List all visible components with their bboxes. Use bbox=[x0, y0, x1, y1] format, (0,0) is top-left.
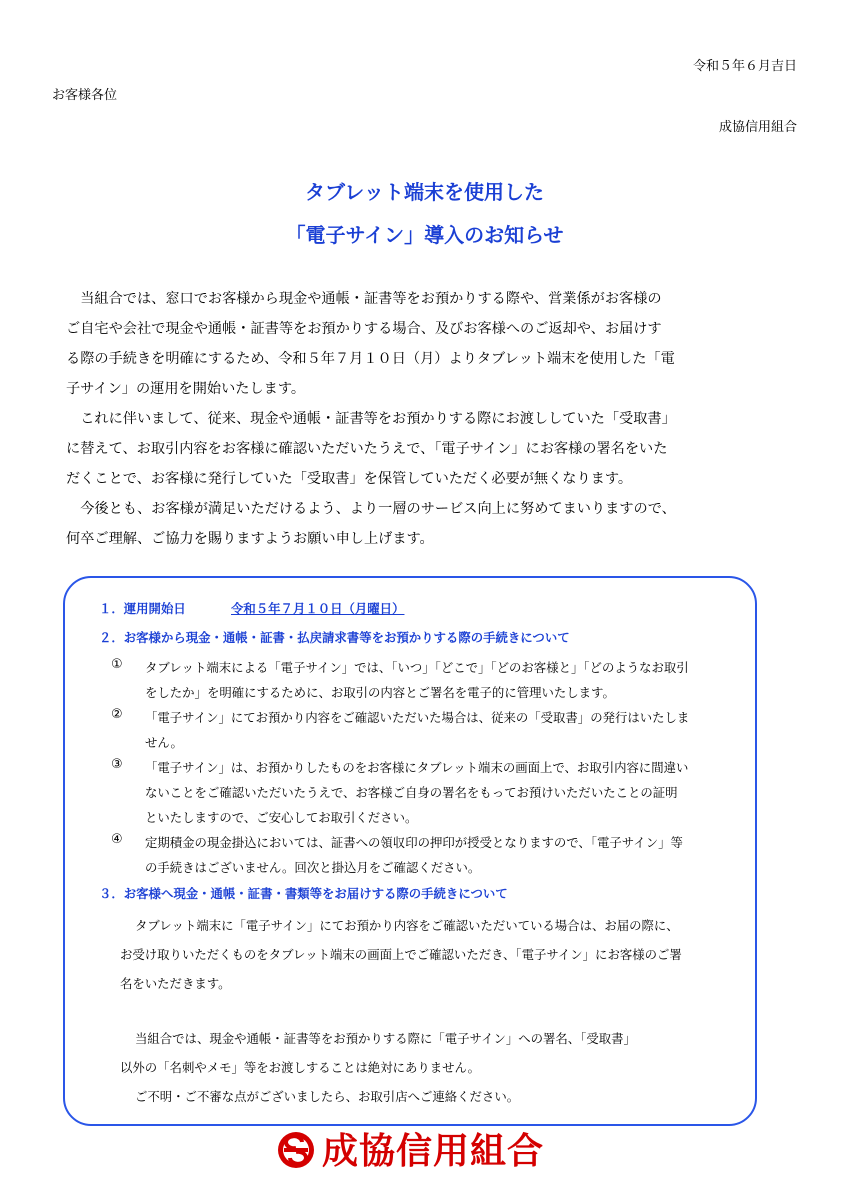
document-title-line2: 「電子サイン」導入のお知らせ bbox=[285, 223, 564, 247]
body-line: ご自宅や会社で現金や通帳・証書等をお預かりする場合、及びお客様へのご返却や、お届けす bbox=[66, 321, 662, 337]
sender-name: 成協信用組合 bbox=[718, 120, 797, 135]
item-line: 「電子サイン」にてお預かり内容をご確認いただいた場合は、従来の「受取書」の発行はいたしま bbox=[145, 710, 690, 725]
section3-line: 名をいただきます。 bbox=[120, 976, 231, 991]
item-line: といたしますので、ご安心してお取引ください。 bbox=[145, 810, 418, 825]
item-line: 定期積金の現金掛込においては、証書への領収印の押印が授受となりますので、「電子サイン」等 bbox=[145, 835, 683, 850]
item-line: の手続きはございません。回次と掛込月をご確認ください。 bbox=[145, 860, 481, 875]
body-line: だくことで、お客様に発行していた「受取書」を保管していただく必要が無くなります。 bbox=[66, 471, 633, 487]
notice-line: 当組合では、現金や通帳・証書等をお預かりする際に「電子サイン」への署名、「受取書」 bbox=[135, 1031, 636, 1046]
document-date: 令和５年６月吉日 bbox=[692, 59, 797, 74]
notice-line: ご不明・ご不審な点がございましたら、お取引店へご連絡ください。 bbox=[135, 1089, 520, 1104]
item-number: ④ bbox=[111, 832, 123, 847]
footer-logo-text: 成協信用組合 bbox=[322, 1131, 545, 1172]
item-number: ③ bbox=[111, 757, 123, 772]
body-line: 今後とも、お客様が満足いただけるよう、より一層のサービス向上に努めてまいりますので、 bbox=[80, 501, 676, 517]
section3-line: タブレット端末に「電子サイン」にてお預かり内容をご確認いただいている場合は、お届の際に、 bbox=[135, 918, 679, 933]
company-logo-icon bbox=[276, 1130, 316, 1174]
item-line: ないことをご確認いただいたうえで、お客様ご自身の署名をもってお預けいただいたことの証明 bbox=[145, 785, 678, 800]
section1-label: １．運用開始日 bbox=[99, 601, 186, 616]
body-line: 子サイン」の運用を開始いたします。 bbox=[66, 381, 306, 397]
item-line: 「電子サイン」は、お預かりしたものをお客様にタブレット端末の画面上で、お取引内容に間違い bbox=[145, 760, 689, 775]
footer-logo bbox=[276, 1132, 544, 1172]
item-number: ① bbox=[111, 657, 123, 672]
body-line: 何卒ご理解、ご協力を賜りますようお願い申し上げます。 bbox=[66, 531, 434, 547]
document-title-line1: タブレット端末を使用した bbox=[305, 180, 544, 204]
item-line: をしたか」を明確にするために、お取引の内容とご署名を電子的に管理いたします。 bbox=[145, 685, 615, 700]
details-box bbox=[63, 576, 757, 1126]
body-line: これに伴いまして、従来、現金や通帳・証書等をお預かりする際にお渡ししていた「受取書」 bbox=[80, 411, 676, 427]
body-line: に替えて、お取引内容をお客様に確認いただいたうえで、「電子サイン」にお客様の署名をいた bbox=[66, 441, 668, 457]
addressee: お客様各位 bbox=[52, 88, 118, 103]
item-line: タブレット端末による「電子サイン」では、「いつ」「どこで」「どのお客様と」「どのようなお取引 bbox=[145, 660, 689, 675]
notice-line: 以外の「名刺やメモ」等をお渡しすることは絶対にありません。 bbox=[120, 1060, 481, 1075]
section2-heading: ２．お客様から現金・通帳・証書・払戻請求書等をお預かりする際の手続きについて bbox=[99, 630, 570, 645]
body-text bbox=[66, 284, 796, 554]
item-number: ② bbox=[111, 707, 123, 722]
item-line: せん。 bbox=[145, 735, 183, 750]
body-line: 当組合では、窓口でお客様から現金や通帳・証書等をお預かりする際や、営業係がお客様の bbox=[80, 291, 662, 307]
body-line: る際の手続きを明確にするため、令和５年７月１０日（月）よりタブレット端末を使用した「電 bbox=[66, 351, 675, 367]
section3-line: お受け取りいただくものをタブレット端末の画面上でご確認いただき、「電子サイン」にお客様のご署 bbox=[120, 947, 682, 962]
section3-heading: ３．お客様へ現金・通帳・証書・書類等をお届けする際の手続きについて bbox=[99, 886, 508, 901]
section1-date: 令和５年７月１０日（月曜日） bbox=[231, 601, 405, 616]
